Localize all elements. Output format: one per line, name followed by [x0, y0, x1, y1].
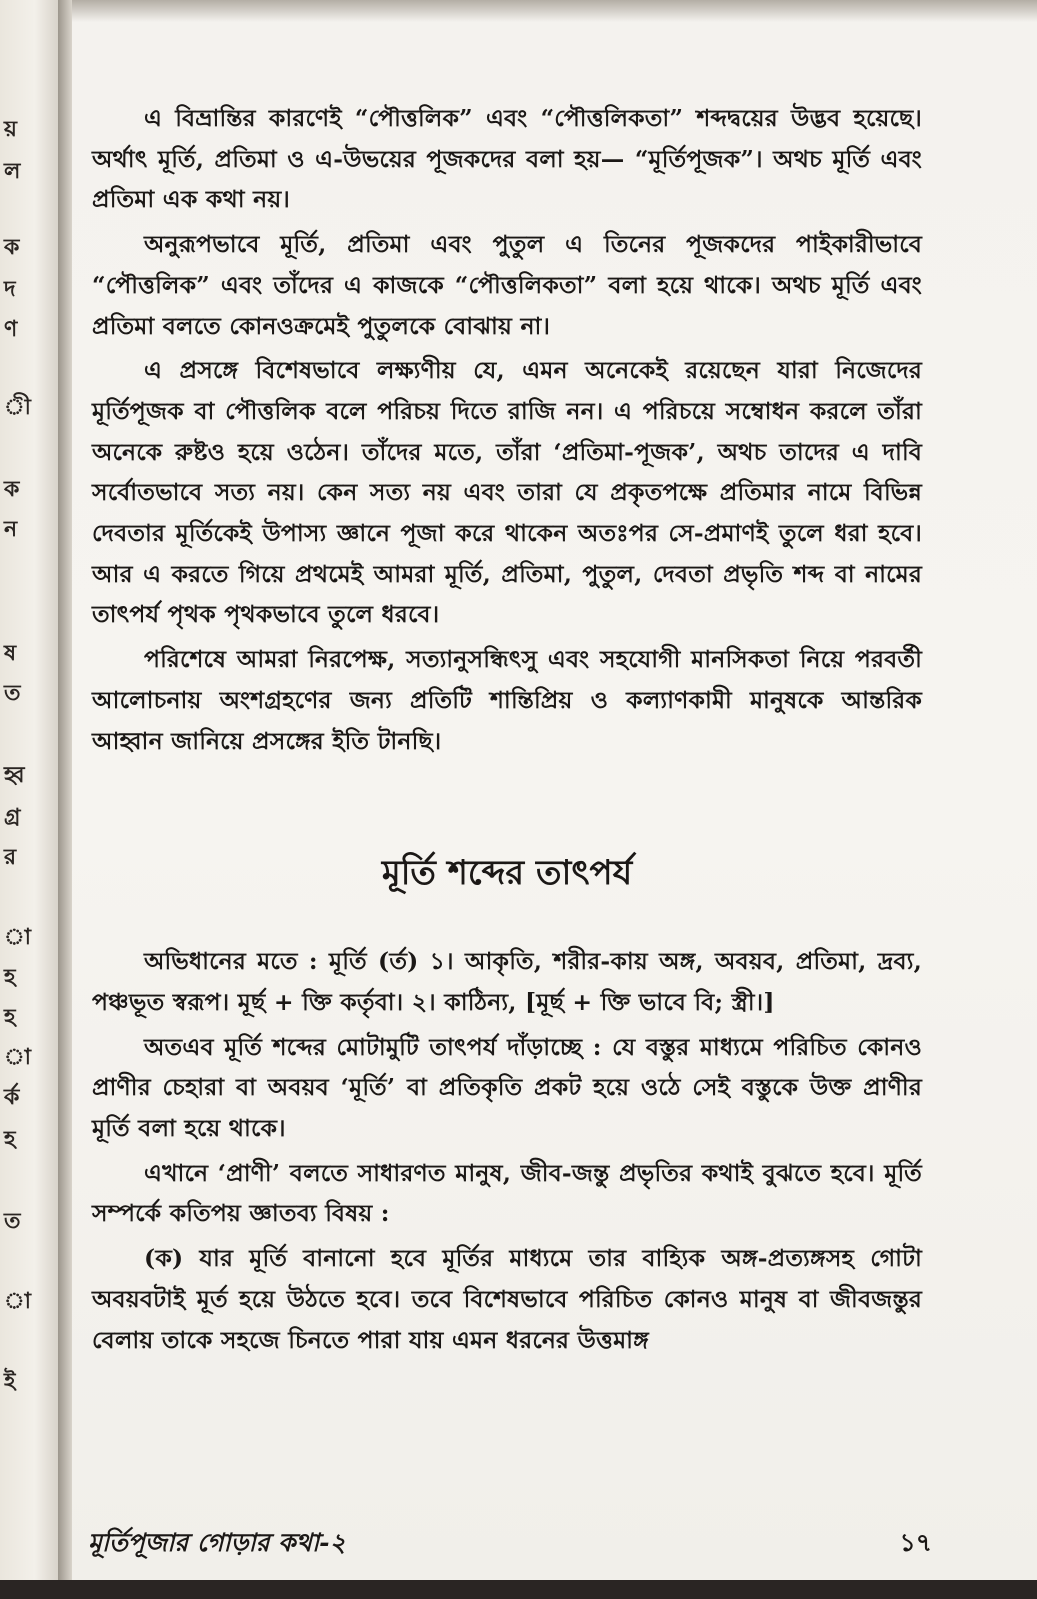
running-title: মূর্তিপূজার গোড়ার কথা-২	[88, 1528, 346, 1557]
body-paragraph: এ প্রসঙ্গে বিশেষভাবে লক্ষ্যণীয় যে, এমন অনেকেই রয়েছেন যারা নিজেদের মূর্তিপূজক বা পৌত্তলিক বলে পরিচয় দিতে রাজি নন। এ পরিচয়ে সম্বোধন করলে তাঁরা অনেকে রুষ্টও হয়ে ওঠেন। তাঁদের মতে, তাঁরা ‘প্রতিমা-পূজক’, অথচ তাদের এ দাবি সর্বোতভাবে সত্য নয়। কেন সত্য নয় এবং তারা যে প্রকৃতপক্ষে প্রতিমার নামে বিভিন্ন দেবতার মূর্তিকেই উপাস্য জ্ঞানে পূজা করে থাকেন অতঃপর সে-প্রমাণই তুলে ধরা হবে। আর এ করতে গিয়ে প্রথমেই আমরা মূর্তি, প্রতিমা, পুতুল, দেবতা প্রভৃতি শব্দ বা নামের তাৎপর্য পৃথক পৃথকভাবে তুলে ধরবে।	[92, 356, 922, 629]
facing-page-fragment: হ	[4, 964, 16, 990]
body-paragraph: অতএব মূর্তি শব্দের মোটামুটি তাৎপর্য দাঁড়াচ্ছে : যে বস্তুর মাধ্যমে পরিচিত কোনও প্রাণীর চেহারা বা অবয়ব ‘মূর্তি’ বা প্রতিকৃতি প্রকট হয়ে ওঠে সেই বস্তুকে উক্ত প্রাণীর মূর্তি বলা হয়ে থাকে।	[92, 1032, 922, 1143]
page-body	[92, 98, 922, 1364]
facing-page-fragment: র	[4, 844, 17, 870]
facing-page-fragment: ক	[4, 234, 20, 260]
facing-page-fragment: হ	[4, 1126, 16, 1152]
facing-page-fragment: া	[4, 1288, 31, 1314]
facing-page-fragment: ত	[4, 1208, 21, 1234]
facing-page-fragment: হ্ব	[4, 762, 25, 788]
body-paragraph: এখানে ‘প্রাণী’ বলতে সাধারণত মানুষ, জীব-জন্তু প্রভৃতির কথাই বুঝতে হবে। মূর্তি সম্পর্কে কতিপয় জ্ঞাতব্য বিষয় :	[92, 1158, 922, 1228]
facing-page-fragment: ষ	[4, 640, 17, 666]
facing-page-fragment: ন	[4, 516, 18, 542]
facing-page-fragment: য়	[4, 116, 17, 142]
facing-page-fragment: গ্র	[4, 804, 21, 830]
page-number: ১৭	[899, 1528, 932, 1557]
facing-page-edge	[0, 0, 60, 1599]
facing-page-fragment: হ	[4, 1004, 16, 1030]
facing-page-fragment: া	[4, 924, 31, 950]
body-paragraph: পরিশেষে আমরা নিরপেক্ষ, সত্যানুসন্ধিৎসু এবং সহযোগী মানসিকতা নিয়ে পরবর্তী আলোচনায় অংশগ্রহণের জন্য প্রতিটি শান্তিপ্রিয় ও কল্যাণকামী মানুষকে আন্তরিক আহ্বান জানিয়ে প্রসঙ্গের ইতি টানছি।	[92, 645, 922, 755]
facing-page-fragment: ৰ্ক	[4, 1084, 20, 1110]
book-page	[72, 0, 1037, 1580]
body-paragraph: এ বিভ্রান্তির কারণেই “পৌত্তলিক” এবং “পৌত্তলিকতা” শব্দদ্বয়ের উদ্ভব হয়েছে। অর্থাৎ মূর্তি, প্রতিমা ও এ-উভয়ের পূজকদের বলা হয়— “মূর্তিপূজক”। অথচ মূর্তি এবং প্রতিমা এক কথা নয়।	[92, 104, 922, 214]
body-paragraph: (ক) যার মূর্তি বানানো হবে মূর্তির মাধ্যমে তার বাহ্যিক অঙ্গ-প্রত্যঙ্গসহ গোটা অবয়বটাই মূর্ত হয়ে উঠতে হবে। তবে বিশেষভাবে পরিচিত কোনও মানুষ বা জীবজন্তুর বেলায় তাকে সহজে চিনতে পারা যায় এমন ধরনের উত্তমাঙ্গ	[92, 1244, 922, 1354]
facing-page-fragment: া	[4, 1044, 31, 1070]
facing-page-fragment: ণ	[4, 316, 18, 342]
section-heading: মূর্তি শব্দের তাৎপর্য	[381, 853, 633, 894]
facing-page-fragment: ল	[4, 158, 21, 184]
facing-page-fragment: ক	[4, 476, 20, 502]
book-gutter	[58, 0, 72, 1599]
body-paragraph: অনুরূপভাবে মূর্তি, প্রতিমা এবং পুতুল এ তিনের পূজকদের পাইকারীভাবে “পৌত্তলিক” এবং তাঁদের এ কাজকে “পৌত্তলিকতা” বলা হয়ে থাকে। অথচ মূর্তি এবং প্রতিমা বলতে কোনওক্রমেই পুতুলকে বোঝায় না।	[92, 230, 922, 340]
facing-page-fragment: ই	[4, 1368, 16, 1394]
facing-page-fragment: ী	[4, 394, 31, 420]
page-top-shadow	[72, 0, 1037, 22]
facing-page-fragment: ত	[4, 680, 21, 706]
body-paragraph: অভিধানের মতে : মূর্তি (র্ত) ১। আকৃতি, শরীর-কায় অঙ্গ, অবয়ব, প্রতিমা, দ্রব্য, পঞ্চভূত স্বরূপ। মূর্ছ + ক্তি কর্তৃবা। ২। কাঠিন্য, [মূর্ছ + ক্তি ভাবে বি; স্ত্রী।]	[92, 947, 922, 1016]
table-surface	[0, 1580, 1037, 1599]
facing-page-fragment: দ	[4, 276, 16, 302]
